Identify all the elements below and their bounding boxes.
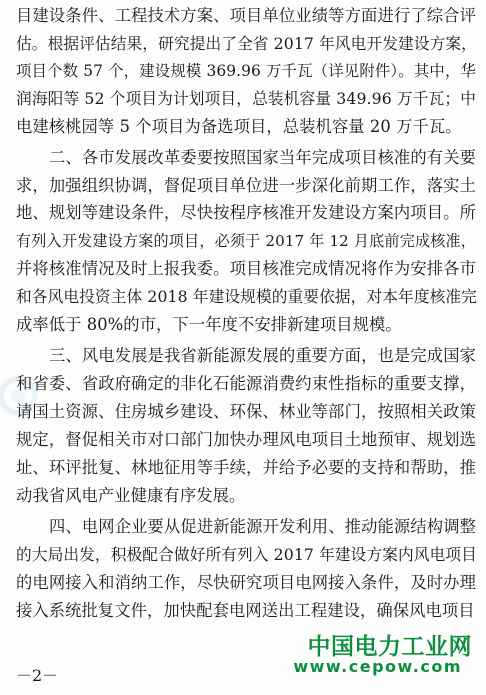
- text-line: 三、风电发展是我省新能源发展的重要方面，也是完成国家: [49, 346, 476, 365]
- text-line: 项目个数 57 个，建设规模 369.96 万千瓦（详见附件）。其中，华: [16, 62, 476, 80]
- page-number: －2－: [16, 666, 59, 685]
- text-line: 求，加强组织协调，督促项目单位进一步深化前期工作，落实土: [16, 176, 476, 195]
- brand-watermark-url: www.cepow.com: [293, 657, 462, 676]
- text-line: 请国土资源、住房城乡建设、环保、林业等部门，按照相关政策: [16, 402, 476, 421]
- text-line: 目建设条件、工程技术方案、项目单位业绩等方面进行了综合评: [16, 6, 476, 25]
- text-line: 址、环评批复、林地征用等手续，并给予必要的支持和帮助，推: [16, 458, 476, 477]
- text-line: 四、电网企业要从促进新能源开发利用、推动能源结构调整: [49, 517, 476, 536]
- text-line: 的电网接入和消纳工作，尽快研究项目电网接入条件，及时办理: [16, 573, 476, 592]
- text-line: 动我省风电产业健康有序发展。: [16, 486, 246, 505]
- text-line: 接入系统批复文件，加快配套电网送出工程建设，确保风电项目: [16, 601, 475, 620]
- text-line: 地、规划等建设条件，尽快按程序核准开发建设方案内项目。所: [16, 203, 476, 222]
- text-line: 估。根据评估结果，研究提出了全省 2017 年风电开发建设方案，: [16, 34, 477, 53]
- brand-watermark-title: 中国电力工业网: [307, 634, 472, 660]
- text-line: 和各风电投资主体 2018 年建设规模的重要依据，对本年度核准完: [16, 287, 477, 306]
- text-line: 有列入开发建设方案的项目，必须于 2017 年 12 月底前完成核准，: [16, 232, 476, 250]
- text-line: 二、各市发展改革委要按照国家当年完成项目核准的有关要: [49, 148, 476, 167]
- text-line: 润海阳等 52 个项目为计划项目，总装机容量 349.96 万千瓦；中: [16, 89, 476, 108]
- text-line: 和省委、省政府确定的非化石能源消费约束性指标的重要支撑，: [16, 374, 476, 393]
- text-line: 电建核桃园等 5 个项目为备选项目，总装机容量 20 万千瓦。: [16, 117, 462, 136]
- text-line: 的大局出发，积极配合做好所有列入 2017 年建设方案内风电项目: [16, 545, 477, 564]
- text-line: 并将核准情况及时上报我委。项目核准完成情况将作为安排各市: [16, 259, 476, 278]
- text-line: 规定，督促相关市对口部门加快办理风电项目土地预审、规划选: [16, 430, 476, 449]
- text-line: 成率低于 80%的市，下一年度不安排新建项目规模。: [16, 315, 402, 334]
